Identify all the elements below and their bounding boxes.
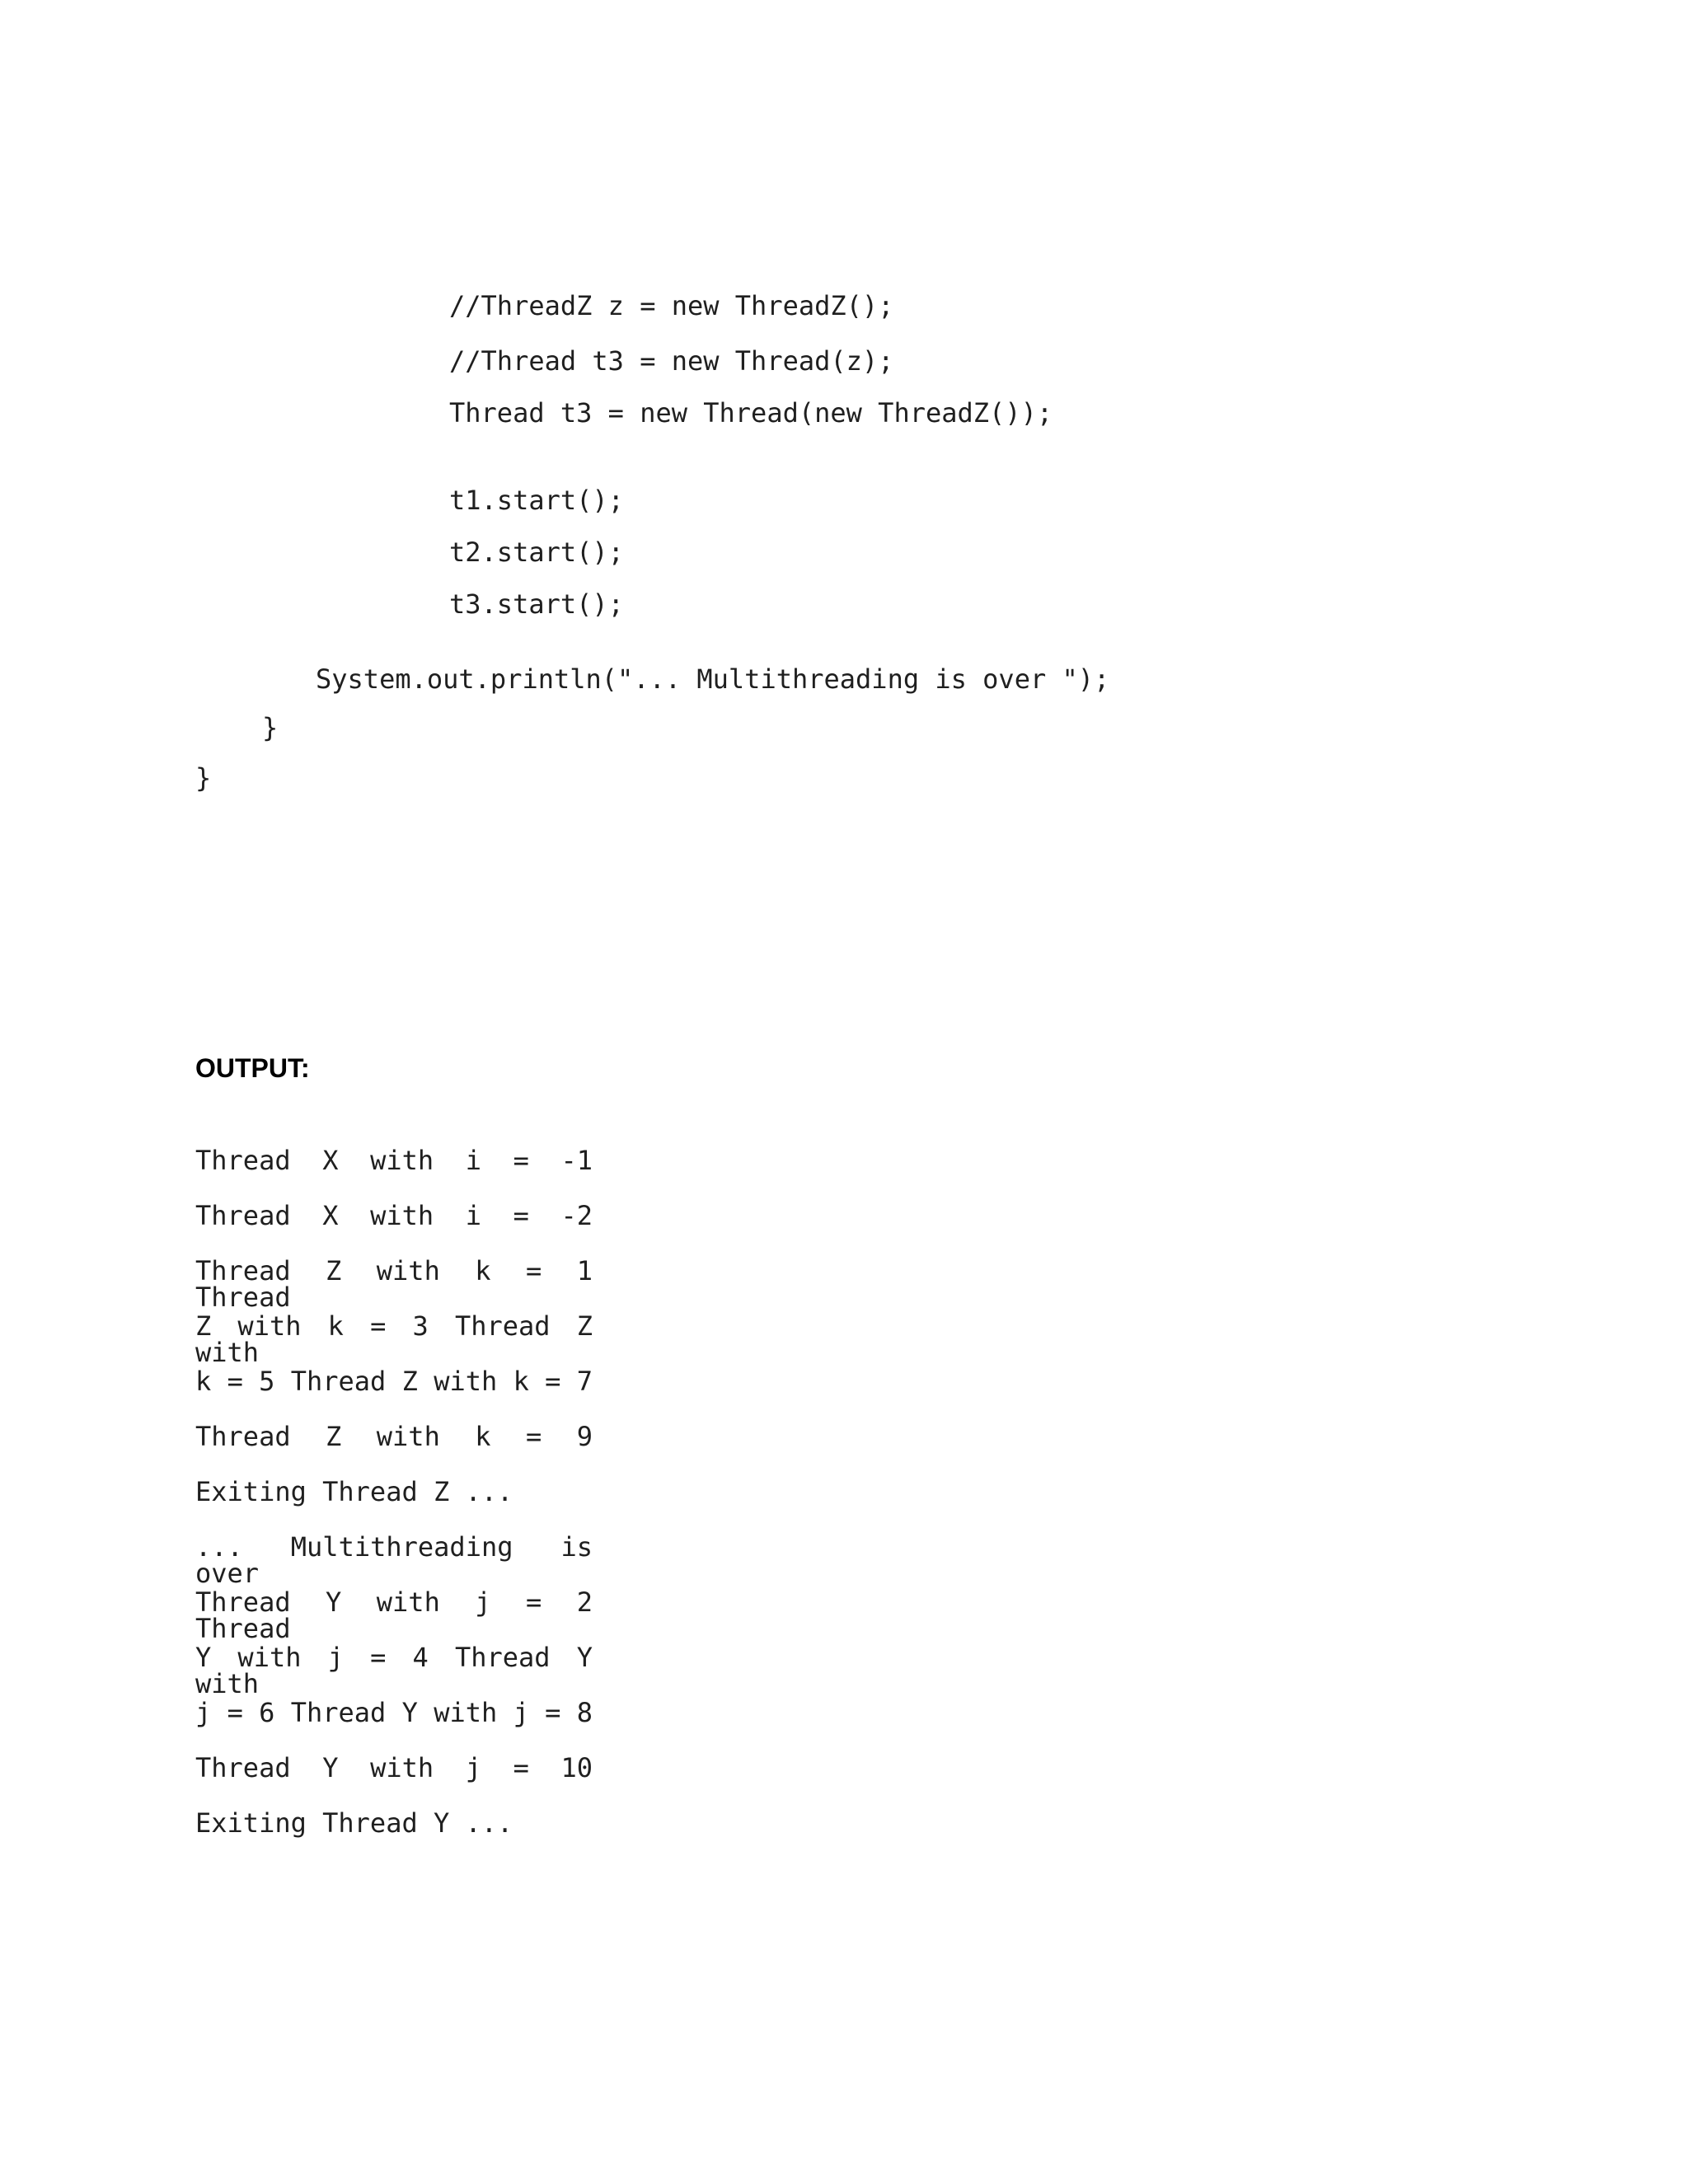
output-line: j = 6 Thread Y with j = 8 (195, 1697, 593, 1728)
code-line: Thread t3 = new Thread(new ThreadZ()); (449, 397, 1053, 429)
code-line: //ThreadZ z = new ThreadZ(); (449, 290, 894, 321)
code-line: t2.start(); (449, 537, 624, 568)
closing-brace: } (195, 762, 212, 794)
closing-brace: } (262, 712, 279, 743)
output-line: k = 5 Thread Z with k = 7 (195, 1366, 593, 1397)
output-line: Exiting Thread Y ... (195, 1807, 513, 1839)
code-line: t3.start(); (449, 588, 624, 620)
code-line: t1.start(); (449, 485, 624, 516)
output-line: Thread X with i = -1 (195, 1145, 593, 1176)
output-heading: OUTPUT: (195, 1053, 310, 1083)
output-line: Thread Y with j = 2 Thread (195, 1586, 593, 1644)
output-line: Thread X with i = -2 (195, 1200, 593, 1231)
code-line: //Thread t3 = new Thread(z); (449, 345, 894, 377)
output-line: Thread Y with j = 10 (195, 1752, 593, 1783)
output-line: Exiting Thread Z ... (195, 1476, 513, 1507)
output-line: Z with k = 3 Thread Z with (195, 1310, 593, 1368)
output-line: Thread Z with k = 9 (195, 1421, 593, 1452)
output-line: ... Multithreading is over (195, 1531, 593, 1589)
output-line: Thread Z with k = 1 Thread (195, 1255, 593, 1313)
output-line: Y with j = 4 Thread Y with (195, 1642, 593, 1699)
code-line: System.out.println("... Multithreading is over "); (316, 663, 1110, 695)
